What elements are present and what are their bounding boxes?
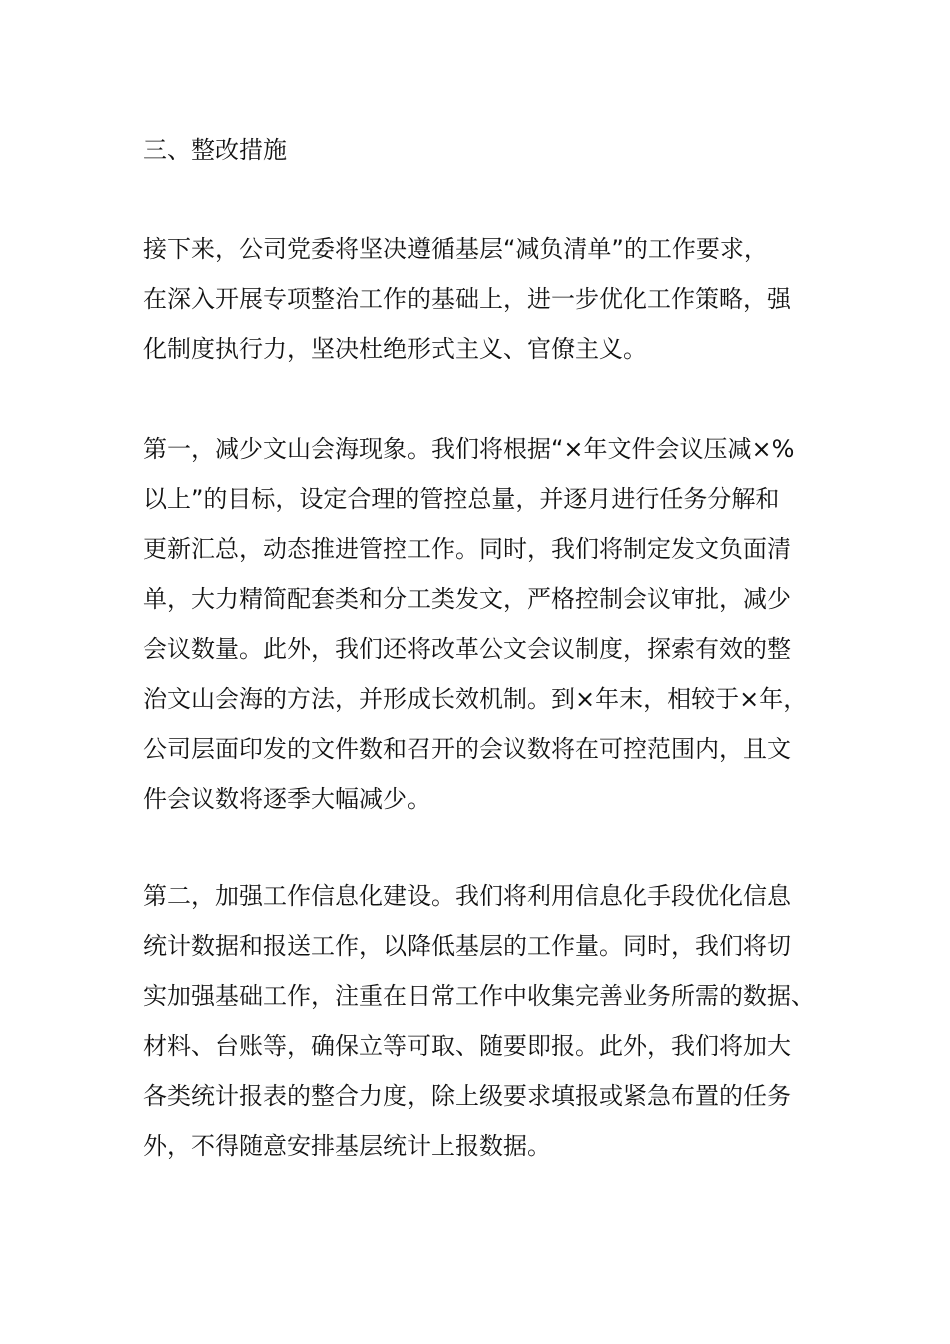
text-line: 治文山会海的方法，并形成长效机制。到×年末，相较于×年， bbox=[143, 685, 808, 713]
text-line: 以上”的目标，设定合理的管控总量，并逐月进行任务分解和 bbox=[143, 485, 780, 513]
paragraph-second-measure bbox=[143, 871, 815, 1171]
text-line: 材料、台账等，确保立等可取、随要即报。此外，我们将加大 bbox=[143, 1032, 791, 1060]
text-line: 会议数量。此外，我们还将改革公文会议制度，探索有效的整 bbox=[143, 635, 791, 663]
paragraph-first-measure bbox=[143, 424, 807, 824]
text-line: 化制度执行力，坚决杜绝形式主义、官僚主义。 bbox=[143, 335, 647, 363]
text-line: 接下来，公司党委将坚决遵循基层“减负清单”的工作要求， bbox=[143, 235, 768, 263]
text-line: 外，不得随意安排基层统计上报数据。 bbox=[143, 1132, 551, 1160]
text-line: 第一，减少文山会海现象。我们将根据“×年文件会议压减×% bbox=[143, 435, 795, 463]
paragraph-intro bbox=[143, 224, 791, 374]
text-line: 公司层面印发的文件数和召开的会议数将在可控范围内，且文 bbox=[143, 735, 791, 763]
text-line: 实加强基础工作，注重在日常工作中收集完善业务所需的数据、 bbox=[143, 982, 815, 1010]
text-line: 单，大力精简配套类和分工类发文，严格控制会议审批，减少 bbox=[143, 585, 791, 613]
text-line: 在深入开展专项整治工作的基础上，进一步优化工作策略，强 bbox=[143, 285, 791, 313]
text-line: 统计数据和报送工作，以降低基层的工作量。同时，我们将切 bbox=[143, 932, 791, 960]
section-heading: 三、整改措施 bbox=[143, 136, 287, 164]
text-line: 更新汇总，动态推进管控工作。同时，我们将制定发文负面清 bbox=[143, 535, 791, 563]
text-line: 第二，加强工作信息化建设。我们将利用信息化手段优化信息 bbox=[143, 882, 791, 910]
text-line: 件会议数将逐季大幅减少。 bbox=[143, 785, 431, 813]
text-line: 各类统计报表的整合力度，除上级要求填报或紧急布置的任务 bbox=[143, 1082, 791, 1110]
